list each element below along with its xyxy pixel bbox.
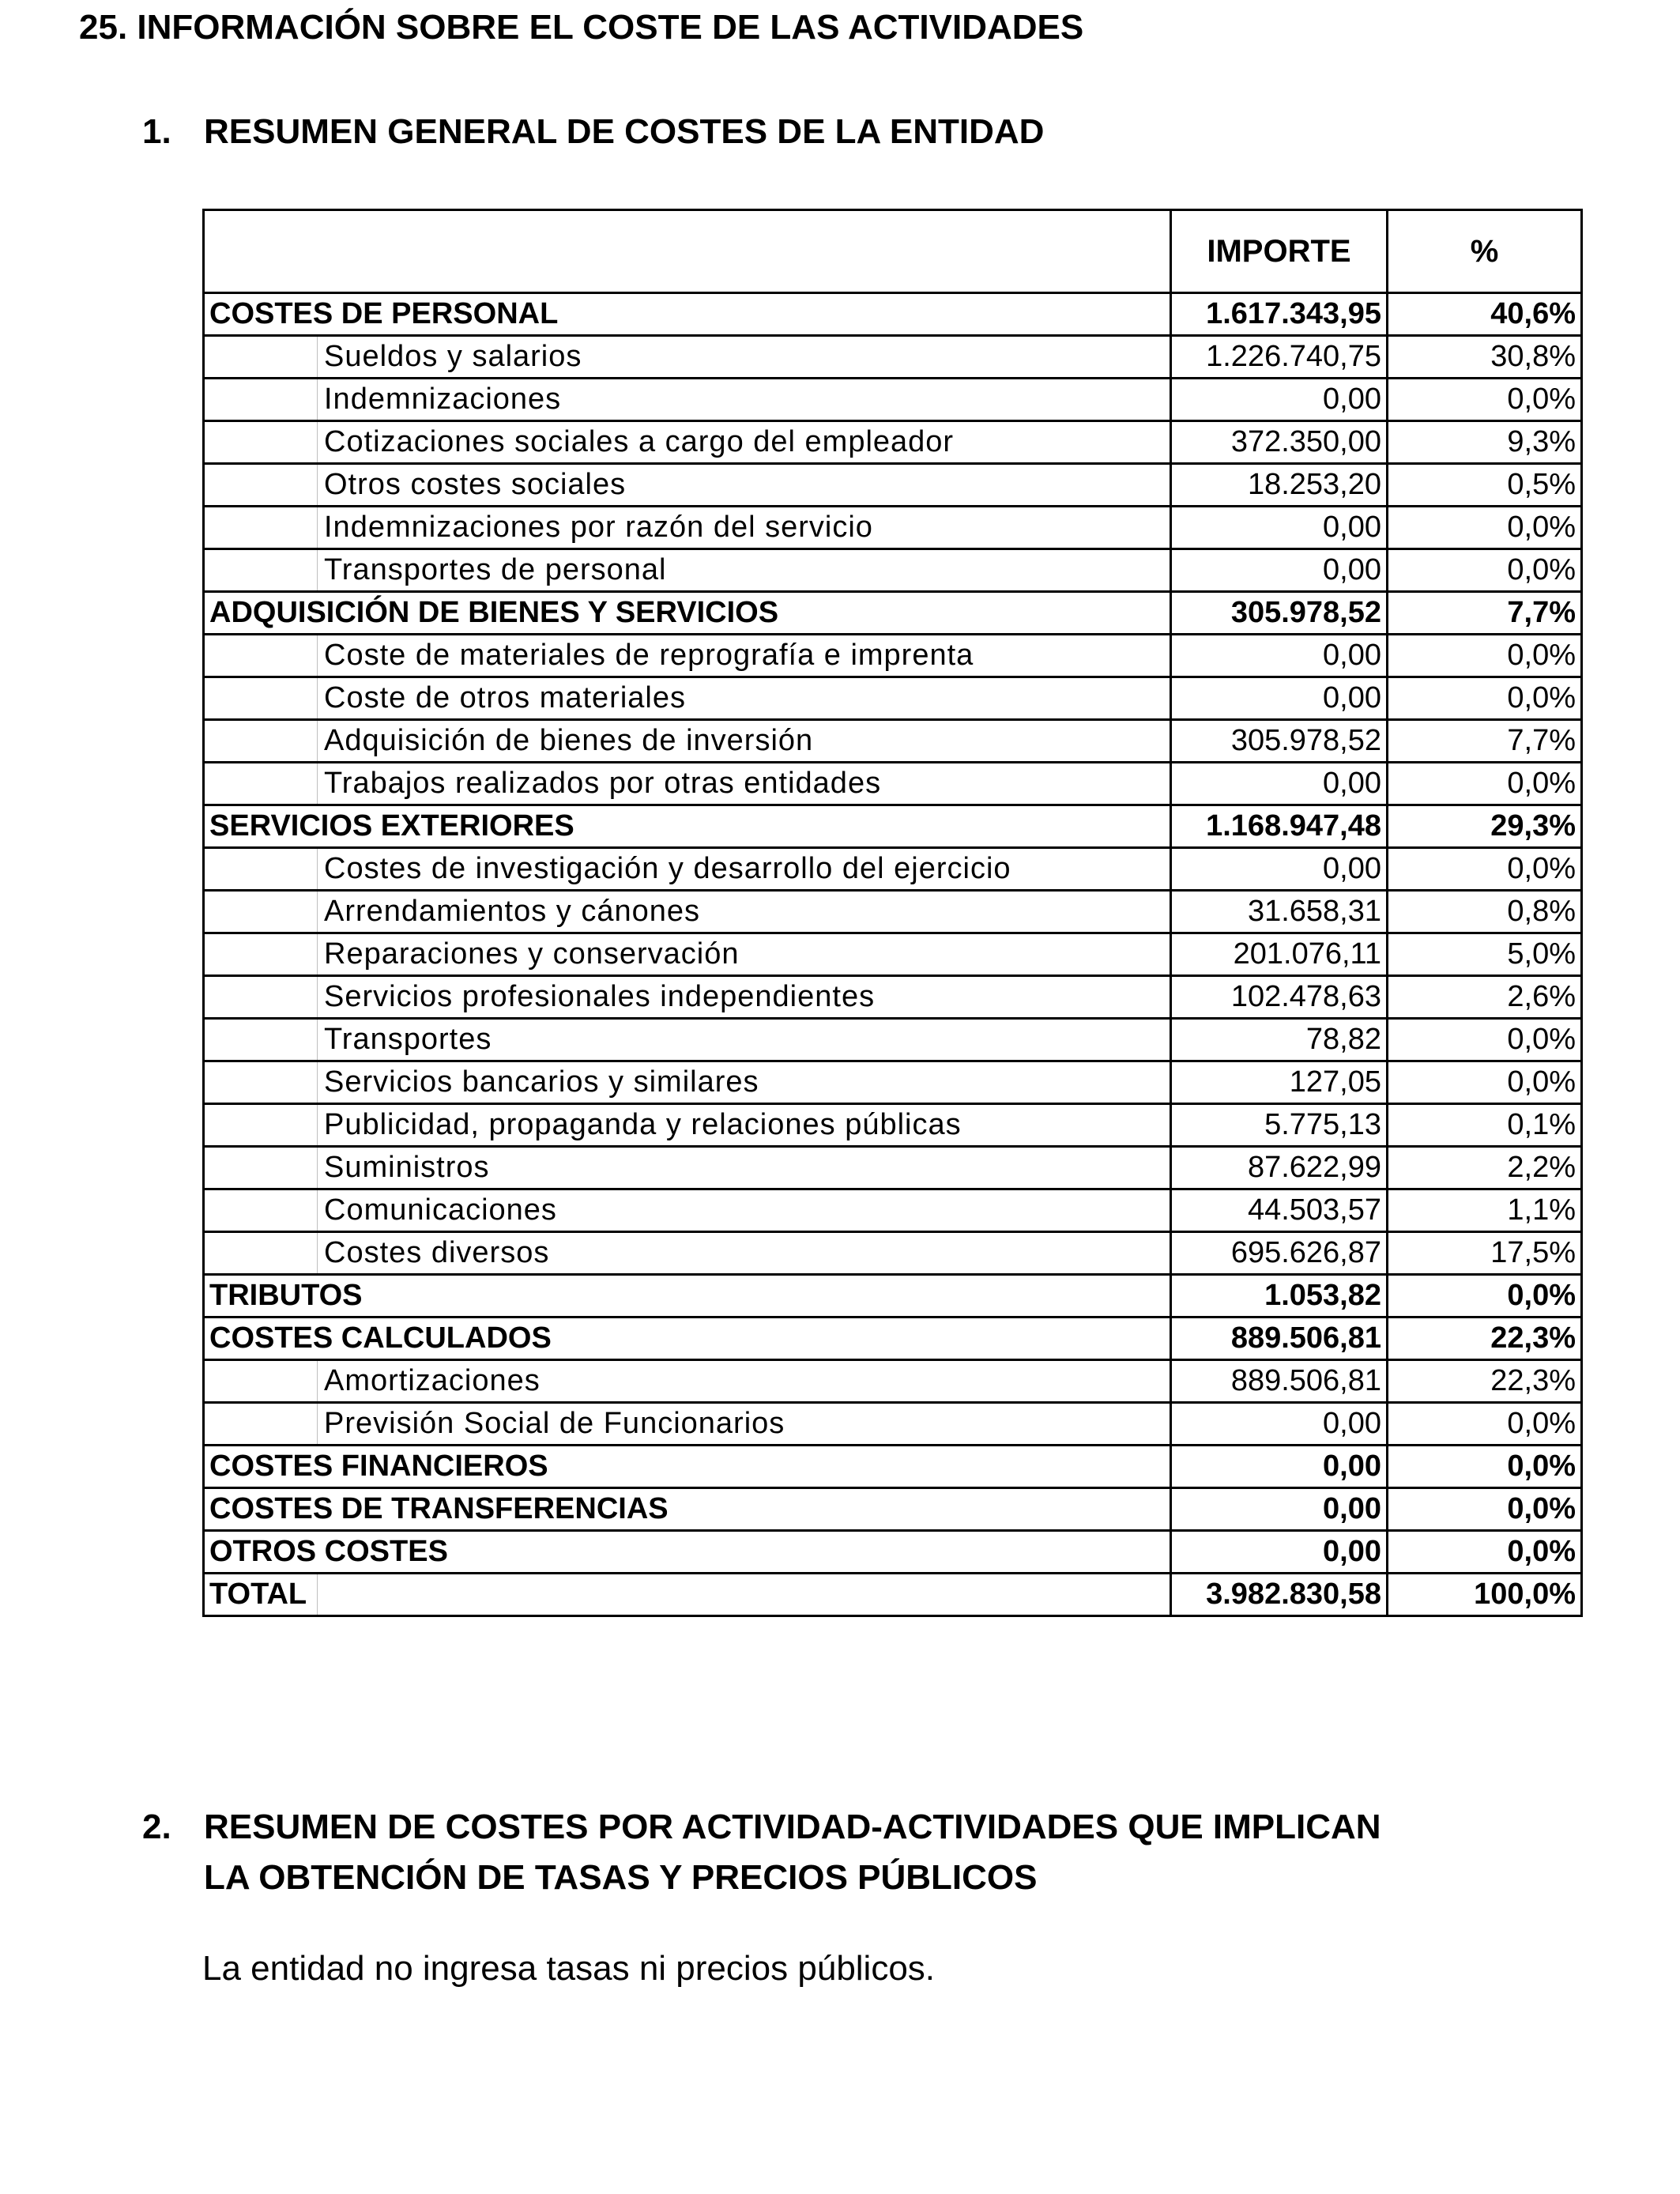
row-percent: 0,0% (1388, 1403, 1582, 1446)
row-indent (204, 1061, 318, 1104)
row-importe: 0,00 (1171, 763, 1388, 805)
row-percent: 17,5% (1388, 1232, 1582, 1275)
total-row (204, 1574, 1582, 1616)
category-row (204, 293, 1582, 336)
row-importe: 889.506,81 (1171, 1360, 1388, 1403)
row-importe: 1.053,82 (1171, 1275, 1388, 1318)
table-row (204, 549, 1582, 592)
row-label: Amortizaciones (318, 1360, 1171, 1403)
row-percent: 40,6% (1388, 293, 1582, 336)
row-percent: 0,0% (1388, 1019, 1582, 1061)
row-label: OTROS COSTES (204, 1531, 1171, 1574)
row-indent (204, 1104, 318, 1147)
row-importe: 127,05 (1171, 1061, 1388, 1104)
section-1-number: 1. (142, 112, 171, 151)
row-percent: 2,6% (1388, 976, 1582, 1019)
row-importe: 18.253,20 (1171, 464, 1388, 507)
row-importe: 0,00 (1171, 1488, 1388, 1531)
row-importe: 1.617.343,95 (1171, 293, 1388, 336)
row-importe: 1.226.740,75 (1171, 336, 1388, 379)
row-label: Servicios bancarios y similares (318, 1061, 1171, 1104)
row-label: Transportes de personal (318, 549, 1171, 592)
row-label: Indemnizaciones (318, 379, 1171, 421)
row-indent (204, 464, 318, 507)
row-importe: 305.978,52 (1171, 592, 1388, 635)
row-percent: 0,0% (1388, 1446, 1582, 1488)
row-importe: 0,00 (1171, 549, 1388, 592)
row-percent: 0,0% (1388, 635, 1582, 677)
row-percent: 0,0% (1388, 677, 1582, 720)
table-header-row (204, 210, 1582, 293)
row-label: Sueldos y salarios (318, 336, 1171, 379)
table-row (204, 635, 1582, 677)
row-label: Otros costes sociales (318, 464, 1171, 507)
table-row (204, 1189, 1582, 1232)
row-label: Costes de investigación y desarrollo del ejercicio (318, 848, 1171, 891)
row-indent (204, 379, 318, 421)
section-2-title-line-2: LA OBTENCIÓN DE TASAS Y PRECIOS PÚBLICOS (204, 1858, 1038, 1897)
row-indent (204, 1403, 318, 1446)
row-indent (204, 1360, 318, 1403)
row-label: COSTES FINANCIEROS (204, 1446, 1171, 1488)
row-label: ADQUISICIÓN DE BIENES Y SERVICIOS (204, 592, 1171, 635)
table-row (204, 1019, 1582, 1061)
row-percent: 0,0% (1388, 379, 1582, 421)
row-importe: 0,00 (1171, 848, 1388, 891)
category-row (204, 805, 1582, 848)
row-percent: 9,3% (1388, 421, 1582, 464)
row-importe: 0,00 (1171, 1403, 1388, 1446)
row-percent: 1,1% (1388, 1189, 1582, 1232)
column-header-percent: % (1388, 210, 1582, 293)
table-row (204, 1104, 1582, 1147)
row-label: COSTES DE TRANSFERENCIAS (204, 1488, 1171, 1531)
row-indent (204, 1147, 318, 1189)
table-row (204, 677, 1582, 720)
row-percent: 5,0% (1388, 933, 1582, 976)
table-row (204, 1147, 1582, 1189)
category-row (204, 1531, 1582, 1574)
row-importe: 0,00 (1171, 635, 1388, 677)
row-indent (204, 336, 318, 379)
section-2-number: 2. (142, 1808, 171, 1846)
row-label: TRIBUTOS (204, 1275, 1171, 1318)
cost-summary-table (202, 209, 1583, 1617)
row-percent: 22,3% (1388, 1360, 1582, 1403)
row-importe: 78,82 (1171, 1019, 1388, 1061)
row-importe: 889.506,81 (1171, 1318, 1388, 1360)
row-percent: 0,0% (1388, 507, 1582, 549)
row-importe: 0,00 (1171, 507, 1388, 549)
row-label: Cotizaciones sociales a cargo del empleador (318, 421, 1171, 464)
row-importe: 5.775,13 (1171, 1104, 1388, 1147)
row-percent: 22,3% (1388, 1318, 1582, 1360)
row-importe: 0,00 (1171, 1531, 1388, 1574)
row-percent: 0,0% (1388, 1275, 1582, 1318)
table-row (204, 507, 1582, 549)
row-importe: 695.626,87 (1171, 1232, 1388, 1275)
row-indent (204, 933, 318, 976)
row-label: Comunicaciones (318, 1189, 1171, 1232)
row-indent (204, 677, 318, 720)
section-2-title-line-1: RESUMEN DE COSTES POR ACTIVIDAD-ACTIVIDADES QUE IMPLICAN (204, 1808, 1381, 1846)
category-row (204, 592, 1582, 635)
row-importe: 0,00 (1171, 379, 1388, 421)
category-row (204, 1488, 1582, 1531)
row-label: Suministros (318, 1147, 1171, 1189)
row-percent: 0,0% (1388, 763, 1582, 805)
row-indent (204, 891, 318, 933)
row-percent: 0,5% (1388, 464, 1582, 507)
row-percent: 30,8% (1388, 336, 1582, 379)
row-indent (204, 421, 318, 464)
row-percent: 0,0% (1388, 1488, 1582, 1531)
row-indent (204, 1232, 318, 1275)
row-percent: 2,2% (1388, 1147, 1582, 1189)
page-heading: 25. INFORMACIÓN SOBRE EL COSTE DE LAS ACTIVIDADES (79, 8, 1084, 47)
row-importe: 3.982.830,58 (1171, 1574, 1388, 1616)
table-row (204, 763, 1582, 805)
section-2-note: La entidad no ingresa tasas ni precios públicos. (202, 1949, 936, 1988)
row-indent (204, 1019, 318, 1061)
row-label: Transportes (318, 1019, 1171, 1061)
row-indent (204, 507, 318, 549)
row-label: Coste de materiales de reprografía e imprenta (318, 635, 1171, 677)
row-percent: 0,8% (1388, 891, 1582, 933)
row-indent (204, 635, 318, 677)
row-indent (204, 976, 318, 1019)
row-label: Trabajos realizados por otras entidades (318, 763, 1171, 805)
table-row (204, 464, 1582, 507)
row-label: Reparaciones y conservación (318, 933, 1171, 976)
row-importe: 372.350,00 (1171, 421, 1388, 464)
category-row (204, 1446, 1582, 1488)
row-label: COSTES CALCULADOS (204, 1318, 1171, 1360)
table-row (204, 1061, 1582, 1104)
row-label: SERVICIOS EXTERIORES (204, 805, 1171, 848)
row-label: Publicidad, propaganda y relaciones públicas (318, 1104, 1171, 1147)
row-percent: 29,3% (1388, 805, 1582, 848)
row-label: COSTES DE PERSONAL (204, 293, 1171, 336)
row-label: Indemnizaciones por razón del servicio (318, 507, 1171, 549)
row-percent: 0,0% (1388, 1061, 1582, 1104)
table-row (204, 848, 1582, 891)
row-label: Coste de otros materiales (318, 677, 1171, 720)
table-row (204, 1232, 1582, 1275)
row-label: Adquisición de bienes de inversión (318, 720, 1171, 763)
table-row (204, 336, 1582, 379)
column-header-importe: IMPORTE (1171, 210, 1388, 293)
row-percent: 7,7% (1388, 720, 1582, 763)
row-label: Previsión Social de Funcionarios (318, 1403, 1171, 1446)
row-label: TOTAL (204, 1574, 318, 1616)
row-importe: 31.658,31 (1171, 891, 1388, 933)
row-percent: 7,7% (1388, 592, 1582, 635)
row-percent: 100,0% (1388, 1574, 1582, 1616)
table-row (204, 379, 1582, 421)
table-row (204, 891, 1582, 933)
table-row (204, 421, 1582, 464)
table-row (204, 976, 1582, 1019)
header-blank-cell (204, 210, 1171, 293)
row-label: Arrendamientos y cánones (318, 891, 1171, 933)
row-percent: 0,0% (1388, 549, 1582, 592)
row-importe: 87.622,99 (1171, 1147, 1388, 1189)
row-label: Servicios profesionales independientes (318, 976, 1171, 1019)
category-row (204, 1318, 1582, 1360)
row-blank (318, 1574, 1171, 1616)
row-importe: 44.503,57 (1171, 1189, 1388, 1232)
row-percent: 0,0% (1388, 1531, 1582, 1574)
row-indent (204, 1189, 318, 1232)
row-indent (204, 720, 318, 763)
table-row (204, 1360, 1582, 1403)
section-1-title: RESUMEN GENERAL DE COSTES DE LA ENTIDAD (204, 112, 1045, 151)
row-percent: 0,0% (1388, 848, 1582, 891)
row-indent (204, 848, 318, 891)
row-label: Costes diversos (318, 1232, 1171, 1275)
row-indent (204, 763, 318, 805)
table-row (204, 933, 1582, 976)
table-row (204, 1403, 1582, 1446)
row-importe: 0,00 (1171, 1446, 1388, 1488)
category-row (204, 1275, 1582, 1318)
row-importe: 102.478,63 (1171, 976, 1388, 1019)
row-importe: 1.168.947,48 (1171, 805, 1388, 848)
row-percent: 0,1% (1388, 1104, 1582, 1147)
row-importe: 305.978,52 (1171, 720, 1388, 763)
row-indent (204, 549, 318, 592)
row-importe: 201.076,11 (1171, 933, 1388, 976)
table-row (204, 720, 1582, 763)
row-importe: 0,00 (1171, 677, 1388, 720)
